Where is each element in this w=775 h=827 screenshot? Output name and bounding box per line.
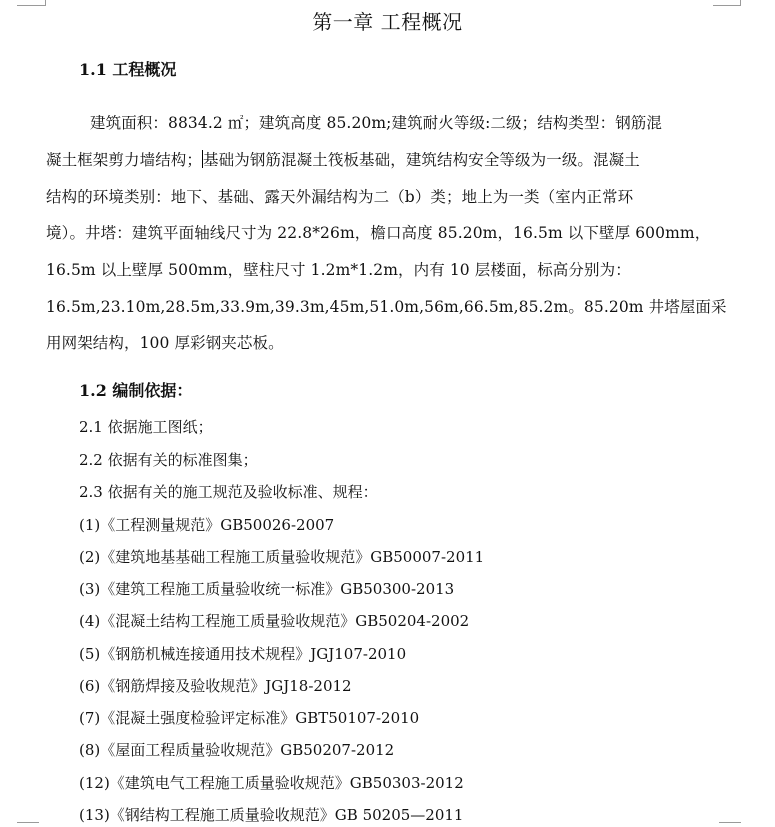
list-item: (1)《工程测量规范》GB50026-2007 (79, 516, 335, 534)
paragraph-line: 用网架结构，100 厚彩钢夹芯板。 (46, 334, 284, 352)
list-item: 2.2 依据有关的标准图集； (79, 451, 258, 469)
paragraph-line-part: 基础为钢筋混凝土筏板基础，建筑结构安全等级为一级。混凝土 (203, 151, 640, 169)
list-item: (8)《屋面工程质量验收规范》GB50207-2012 (79, 741, 395, 759)
section-heading-basis: 1.2 编制依据： (79, 381, 193, 400)
page-corner-mark-bottom-right (719, 822, 741, 823)
paragraph-line-part: 凝土框架剪力墙结构； (46, 151, 203, 169)
paragraph-line: 16.5m,23.10m,28.5m,33.9m,39.3m,45m,51.0m,56m,66.5m,85.2m。85.20m 井塔屋面采 (46, 298, 727, 316)
list-item: (5)《钢筋机械连接通用技术规程》JGJ107-2010 (79, 645, 407, 663)
list-item: 2.3 依据有关的施工规范及验收标准、规程： (79, 483, 378, 501)
paragraph-line: 16.5m 以上壁厚 500mm，壁柱尺寸 1.2m*1.2m，内有 10 层楼面，标高分别为： (46, 261, 631, 279)
paragraph-line (46, 148, 716, 170)
list-item: (13)《钢结构工程施工质量验收规范》GB 50205—2011 (79, 806, 464, 824)
list-item: (7)《混凝土强度检验评定标准》GBT50107-2010 (79, 709, 420, 727)
chapter-title: 第一章 工程概况 (312, 10, 463, 34)
list-item: 2.1 依据施工图纸； (79, 418, 213, 436)
list-item: (4)《混凝土结构工程施工质量验收规范》GB50204-2002 (79, 612, 470, 630)
page-corner-mark-bottom-left (17, 822, 39, 823)
list-item: (6)《钢筋焊接及验收规范》JGJ18-2012 (79, 677, 352, 695)
paragraph-line: 境）。井塔：建筑平面轴线尺寸为 22.8*26m，檐口高度 85.20m，16.5m 以下壁厚 600mm， (46, 224, 711, 242)
paragraph-line: 建筑面积：8834.2 ㎡；建筑高度 85.20m;建筑耐火等级:二级；结构类型：钢筋混 (90, 114, 663, 132)
section-heading-overview: 1.1 工程概况 (79, 60, 177, 79)
list-item: (12)《建筑电气工程施工质量验收规范》GB50303-2012 (79, 774, 464, 792)
list-item: (2)《建筑地基基础工程施工质量验收规范》GB50007-2011 (79, 548, 485, 566)
paragraph-line: 结构的环境类别：地下、基础、露天外漏结构为二（b）类；地上为一类（室内正常环 (46, 188, 634, 206)
list-item: (3)《建筑工程施工质量验收统一标准》GB50300-2013 (79, 580, 455, 598)
